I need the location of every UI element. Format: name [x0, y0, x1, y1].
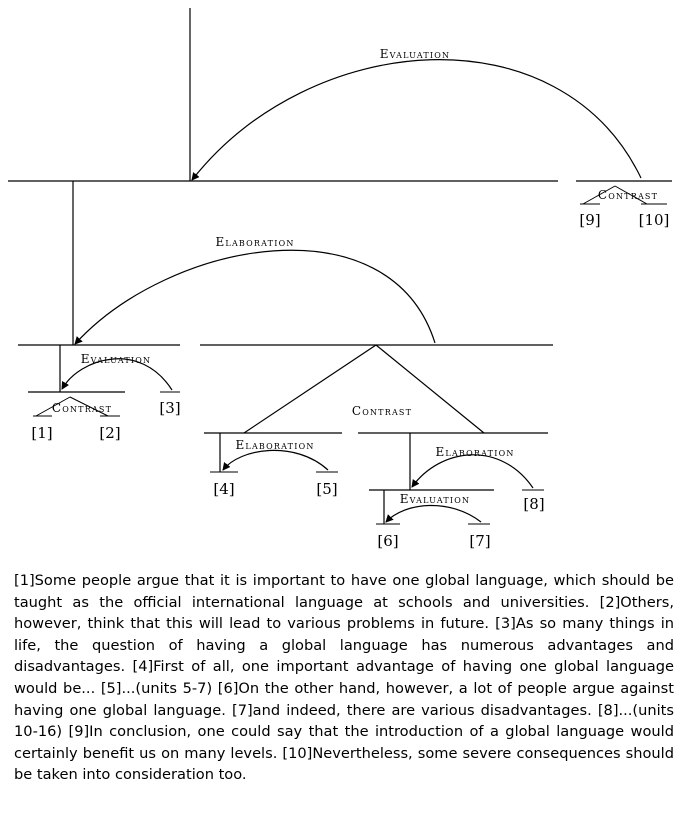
- relation-evaluation-6-7: Evaluation: [399, 492, 471, 506]
- unit-2-label: [2]: [99, 424, 121, 442]
- unit-1-label: [1]: [31, 424, 53, 442]
- contrast-4-8-peak-right: [376, 345, 484, 433]
- relation-contrast-9-10: Contrast: [597, 188, 659, 202]
- relation-elaboration-main: Elaboration: [215, 235, 295, 249]
- unit-6-label: [6]: [377, 532, 399, 550]
- unit-9-label: [9]: [579, 211, 601, 229]
- unit-8-label: [8]: [523, 495, 545, 513]
- elaboration-6-8-arc: [412, 455, 533, 488]
- unit-5-label: [5]: [316, 480, 338, 498]
- relation-elaboration-4-5: Elaboration: [235, 438, 315, 452]
- source-text-paragraph: [1]Some people argue that it is important to have one global language, which should be taught as the official international language at schools and universities. [2]Others, however, think that this will lead to various problems in future. [3]As so many things in life, the question of having a global language has numerous advantages and disadvantages. [4]First of all, one important advantage of having one global language would be... [5]...(units 5-7) [6]On the other hand, however, a lot of people argue against having one global language. [7]and indeed, there are various disadvantages. [8]...(units 10-16) [9]In conclusion, one could say that the introduction of a global language would certainly benefit us on many levels. [10]Nevertheless, some severe consequences should be taken into consideration too.: [14, 572, 674, 784]
- unit-4-label: [4]: [213, 480, 235, 498]
- unit-3-label: [3]: [159, 399, 181, 417]
- relation-evaluation-top: Evaluation: [379, 47, 451, 61]
- relation-contrast-1-2: Contrast: [51, 401, 113, 415]
- relation-elaboration-6-8: Elaboration: [435, 445, 515, 459]
- elaboration-main-arc: [75, 250, 435, 344]
- unit-10-label: [10]: [638, 211, 670, 229]
- evaluation-6-7-arc: [386, 505, 481, 522]
- relation-evaluation-1-3: Evaluation: [80, 352, 152, 366]
- evaluation-top-arc: [192, 60, 641, 180]
- contrast-4-8-peak-left: [244, 345, 376, 433]
- unit-7-label: [7]: [469, 532, 491, 550]
- elaboration-4-5-arc: [223, 450, 328, 470]
- relation-contrast-4-8: Contrast: [351, 404, 413, 418]
